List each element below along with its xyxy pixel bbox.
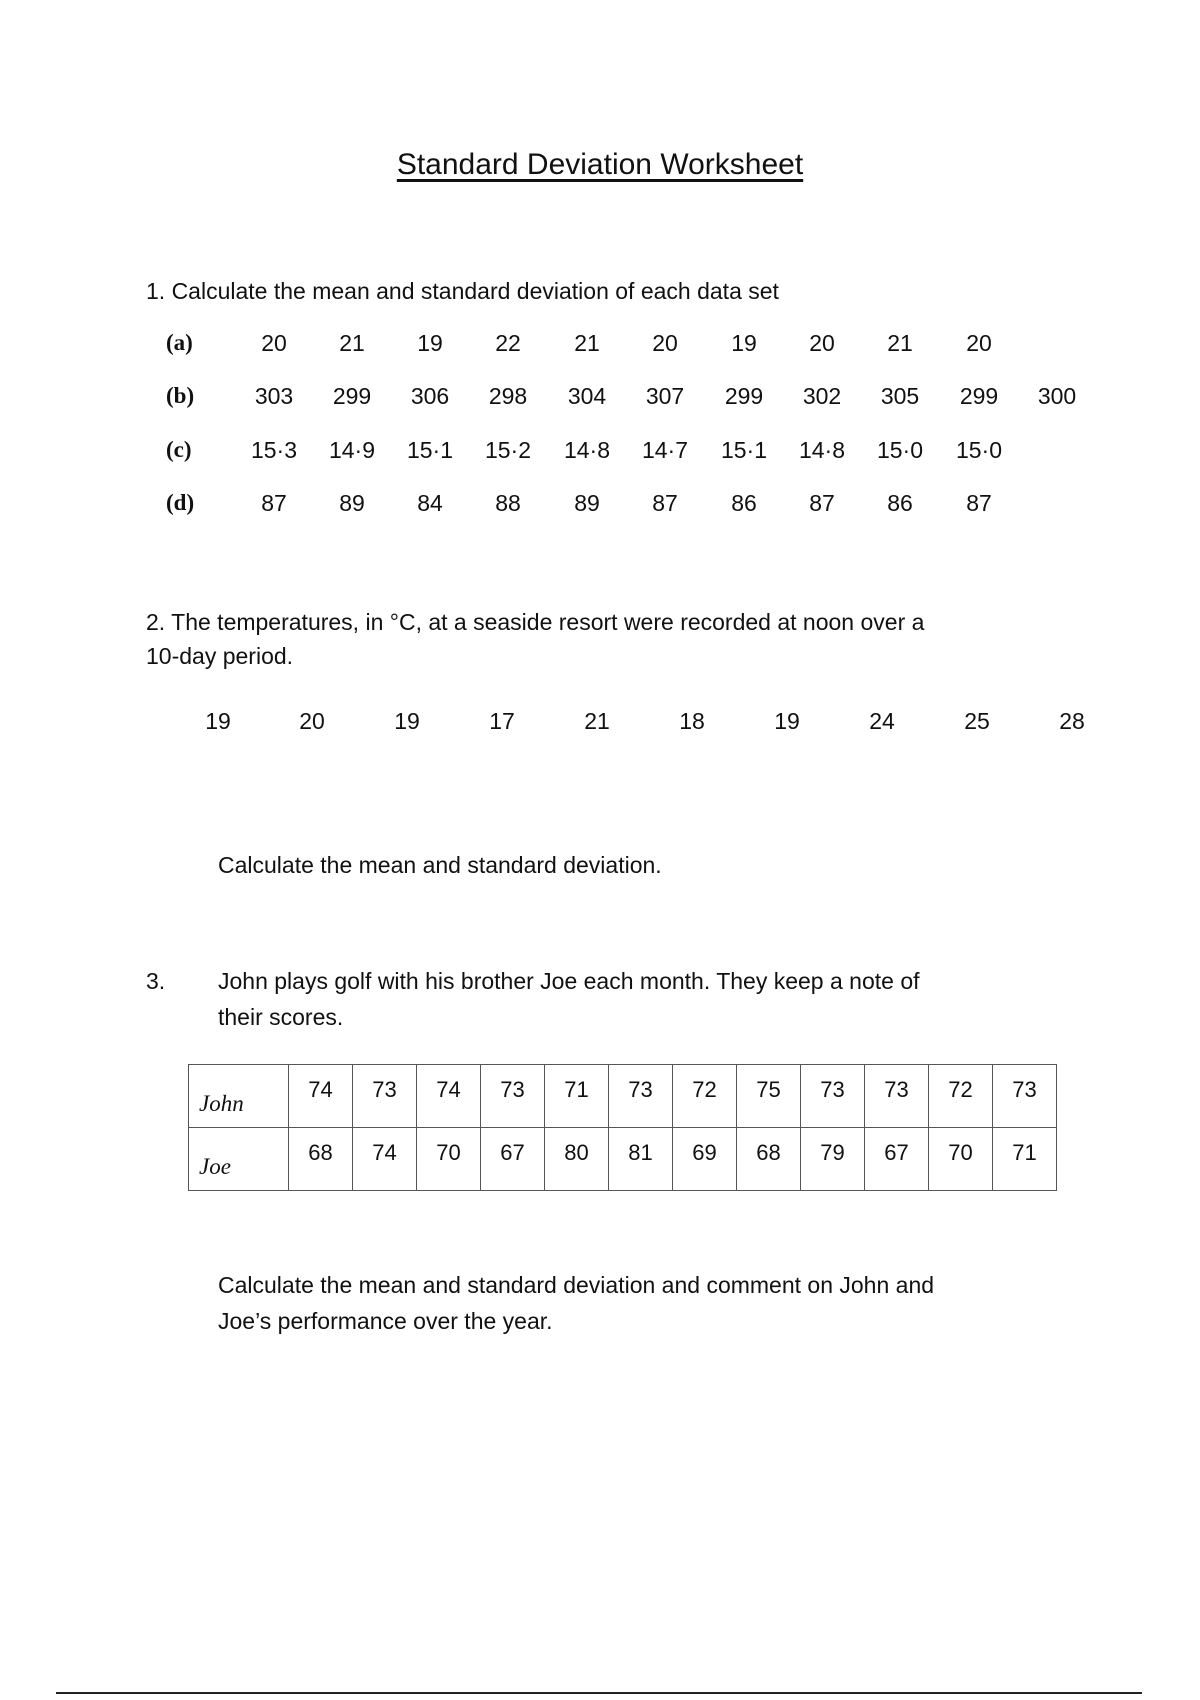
data-value: 298	[488, 383, 528, 409]
temperature-value: 28	[1059, 708, 1085, 734]
score-cell: 67	[865, 1128, 929, 1191]
data-value: 299	[332, 383, 372, 409]
temperature-value: 19	[394, 708, 420, 734]
data-value: 87	[966, 490, 992, 516]
data-value: 15·1	[720, 437, 768, 463]
question-2-instruction: Calculate the mean and standard deviation.	[218, 852, 662, 878]
data-set-label: (b)	[166, 383, 195, 408]
data-value: 86	[887, 490, 913, 516]
score-cell: 71	[545, 1065, 609, 1128]
question-3-number: 3.	[146, 968, 166, 994]
data-value: 15·3	[250, 437, 298, 463]
data-value: 299	[959, 383, 999, 409]
data-value: 14·8	[563, 437, 611, 463]
data-value: 14·9	[328, 437, 376, 463]
data-value: 299	[724, 383, 764, 409]
score-cell: 67	[481, 1128, 545, 1191]
footer-rule	[56, 1692, 1142, 1694]
temperature-value: 24	[869, 708, 895, 734]
question-2-prompt-line-1: 2. The temperatures, in °C, at a seaside resort were recorded at noon over a	[146, 609, 925, 635]
score-cell: 73	[865, 1065, 929, 1128]
player-name: Joe	[189, 1128, 289, 1191]
data-value: 87	[809, 490, 835, 516]
temperature-value: 21	[584, 708, 610, 734]
score-cell: 72	[673, 1065, 737, 1128]
question-2-prompt-line-2: 10-day period.	[146, 643, 294, 669]
score-cell: 75	[737, 1065, 801, 1128]
score-cell: 73	[481, 1065, 545, 1128]
data-value: 22	[495, 330, 521, 356]
data-value: 20	[966, 330, 992, 356]
question-3-prompt-line-1: John plays golf with his brother Joe each month. They keep a note of	[218, 968, 920, 994]
score-cell: 68	[737, 1128, 801, 1191]
page-title: Standard Deviation Worksheet	[396, 148, 804, 181]
question-3-instruction-line-1: Calculate the mean and standard deviation and comment on John and	[218, 1272, 935, 1298]
data-value: 20	[809, 330, 835, 356]
question-3-prompt-line-2: their scores.	[218, 1004, 344, 1030]
temperature-value: 19	[205, 708, 231, 734]
score-cell: 70	[929, 1128, 993, 1191]
data-set-label: (a)	[166, 330, 193, 355]
data-value: 20	[652, 330, 678, 356]
data-value: 306	[410, 383, 450, 409]
question-3-instruction-line-2: Joe’s performance over the year.	[218, 1308, 553, 1334]
data-value: 21	[887, 330, 913, 356]
data-value: 304	[567, 383, 607, 409]
temperature-value: 25	[964, 708, 990, 734]
data-value: 20	[261, 330, 287, 356]
data-set-label: (d)	[166, 490, 195, 515]
score-cell: 73	[353, 1065, 417, 1128]
data-value: 21	[339, 330, 365, 356]
data-value: 89	[339, 490, 365, 516]
score-cell: 74	[417, 1065, 481, 1128]
data-value: 87	[261, 490, 287, 516]
data-value: 14·8	[798, 437, 846, 463]
score-cell: 73	[993, 1065, 1057, 1128]
table-row	[189, 1128, 1057, 1191]
data-value: 88	[495, 490, 521, 516]
score-cell: 74	[353, 1128, 417, 1191]
score-cell: 69	[673, 1128, 737, 1191]
temperature-value: 19	[774, 708, 800, 734]
data-value: 19	[731, 330, 757, 356]
score-cell: 68	[289, 1128, 353, 1191]
score-cell: 70	[417, 1128, 481, 1191]
data-set-label: (c)	[166, 437, 192, 462]
score-cell: 73	[609, 1065, 673, 1128]
score-cell: 71	[993, 1128, 1057, 1191]
score-cell: 79	[801, 1128, 865, 1191]
player-name: John	[189, 1065, 289, 1128]
question-1-prompt: 1. Calculate the mean and standard deviation of each data set	[146, 278, 779, 304]
data-value: 14·7	[641, 437, 689, 463]
data-value: 15·2	[484, 437, 532, 463]
data-value: 15·1	[406, 437, 454, 463]
score-cell: 72	[929, 1065, 993, 1128]
data-value: 307	[645, 383, 685, 409]
data-value: 305	[880, 383, 920, 409]
score-cell: 73	[801, 1065, 865, 1128]
table-row	[189, 1065, 1057, 1128]
score-cell: 80	[545, 1128, 609, 1191]
data-value: 21	[574, 330, 600, 356]
score-cell: 74	[289, 1065, 353, 1128]
temperature-value: 18	[679, 708, 705, 734]
data-value: 19	[417, 330, 443, 356]
data-value: 15·0	[876, 437, 924, 463]
data-value: 86	[731, 490, 757, 516]
score-cell: 81	[609, 1128, 673, 1191]
data-value: 89	[574, 490, 600, 516]
data-value: 84	[417, 490, 443, 516]
golf-scores-table	[188, 1064, 1057, 1191]
data-value: 87	[652, 490, 678, 516]
data-value: 303	[254, 383, 294, 409]
data-value: 15·0	[955, 437, 1003, 463]
temperature-value: 17	[489, 708, 515, 734]
data-value: 300	[1037, 383, 1077, 409]
data-value: 302	[802, 383, 842, 409]
temperature-value: 20	[299, 708, 325, 734]
